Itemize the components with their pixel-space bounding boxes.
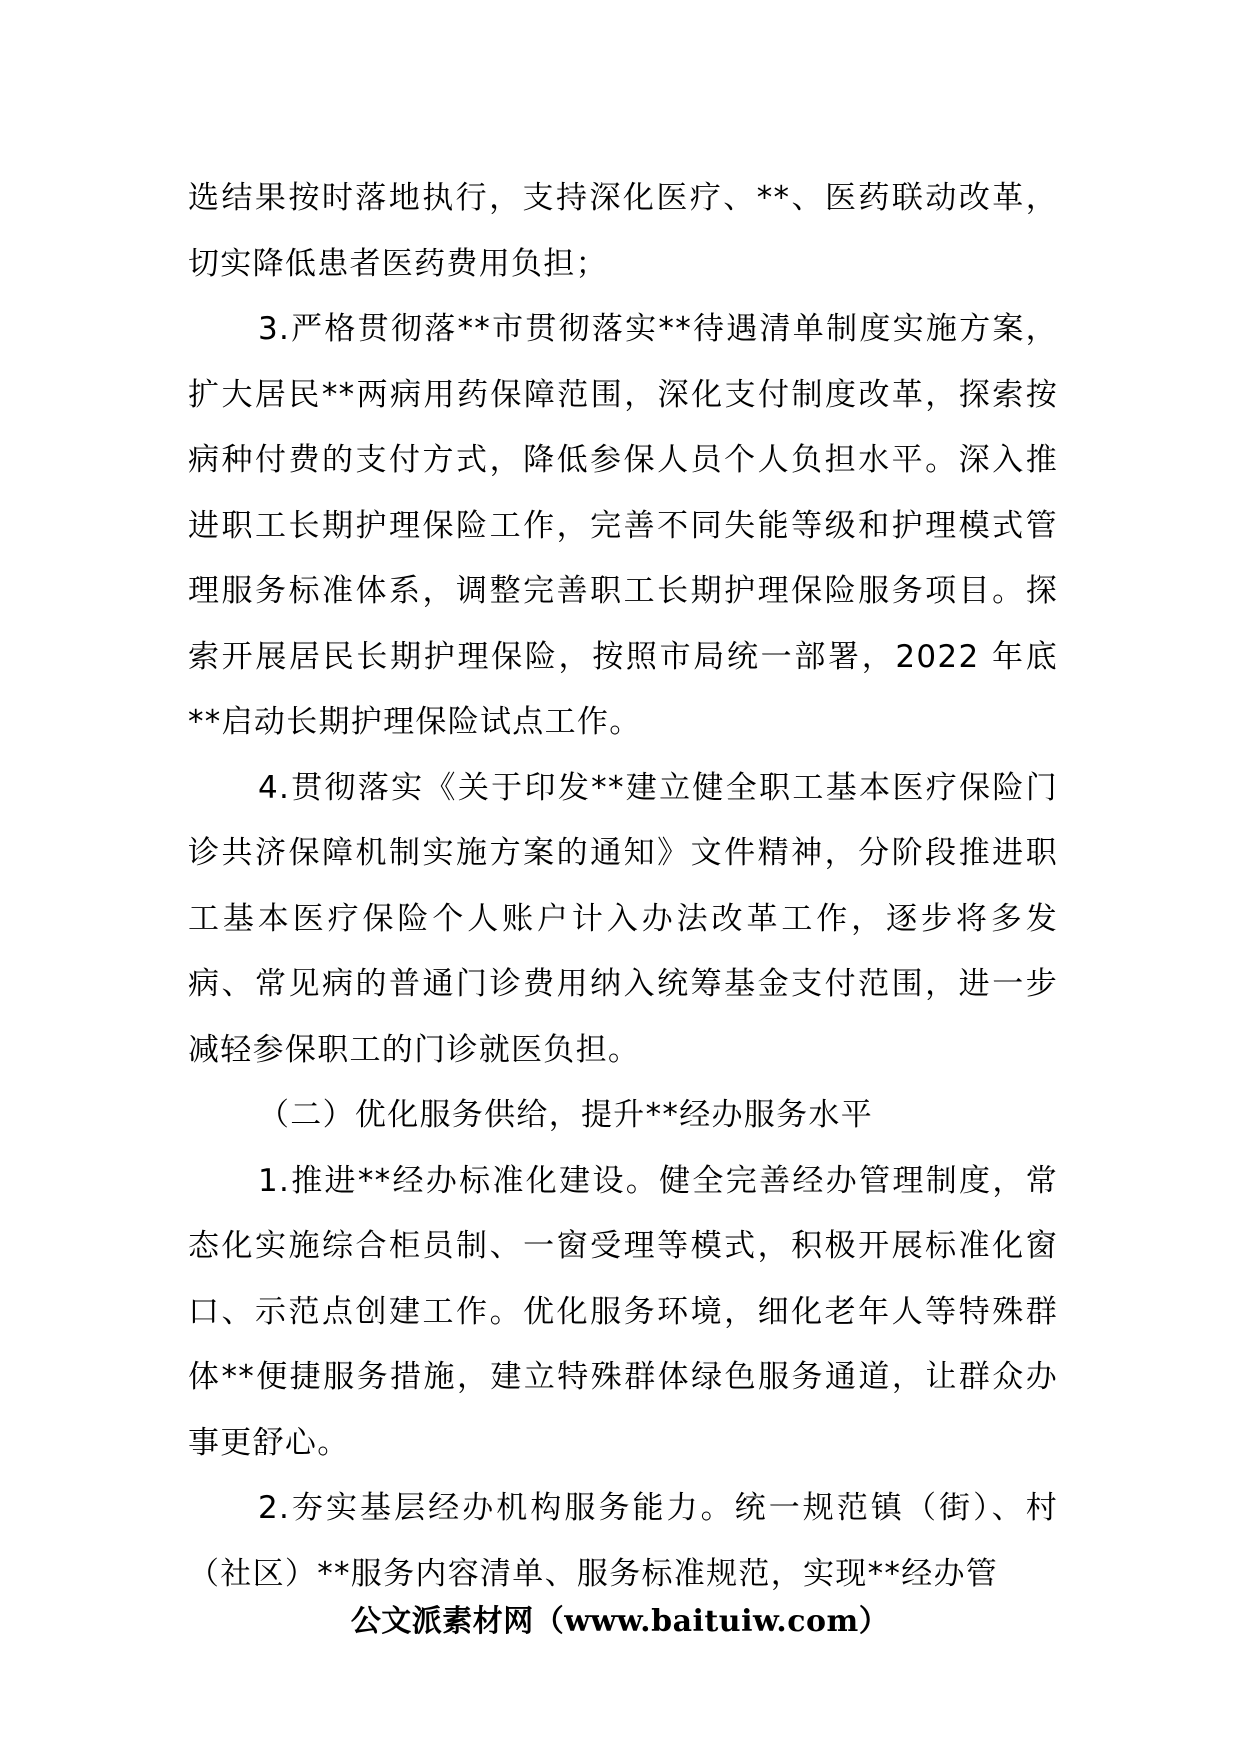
text-line: 诊共济保障机制实施方案的通知》文件精神，分阶段推进 [188,835,1026,871]
text-line: 4.贯彻落实《关于印发**建立健全职工基本医疗保险门 [258,769,1058,806]
paragraph-item-4 [188,756,1058,1084]
text-line: 入推进职工长期护理保险工作，完善不同失能等级和护理 [188,442,1058,544]
text-line: 项目。探索开展居民长期护理保险，按照市局统一部 [188,573,1058,675]
section-heading [188,1083,1058,1149]
text-line: （社区）**服务内容清单、服务标准规范，实现**经办管 [188,1555,999,1592]
text-line: 扩大居民**两病用药保障范围，深化支付制度改革，探索 [188,376,1026,413]
text-line: 群众办事更舒心。 [188,1359,1058,1461]
text-line: 按病种付费的支付方式，降低参保人员个人负担水平。深 [188,376,1058,478]
text-line: 殊群体**便捷服务措施，建立特殊群体绿色服务通道，让 [188,1293,1058,1395]
text-line: 职工基本医疗保险个人账户计入办法改革工作，逐步将多 [188,835,1058,937]
text-line: 一步减轻参保职工的门诊就医负担。 [188,966,1058,1068]
text-line: 窗口、示范点创建工作。优化服务环境，细化老年人等特 [188,1228,1058,1330]
paragraph-continuation [188,166,1058,297]
text-line: 署，2022 年底**启动长期护理保险试点工作。 [188,638,1058,740]
paragraph-item-1 [188,1149,1058,1477]
text-line: 革，切实降低患者医药费用负担； [188,180,1058,282]
footer-watermark: 公文派素材网（www.baituiw.com） [350,1604,890,1639]
paragraph-item-2 [188,1476,1058,1607]
text-line: 选结果按时落地执行，支持深化医疗、**、医药联动改 [188,180,993,216]
document-body [188,166,1058,1607]
text-line: （二）优化服务供给，提升**经办服务水平 [258,1097,873,1133]
text-line: 1.推进**经办标准化建设。健全完善经办管理制度，常 [258,1162,1058,1199]
text-line: 2.夯实基层经办机构服务能力。统一规范镇（街）、村 [258,1490,1058,1526]
text-line: 发病、常见病的普通门诊费用纳入统筹基金支付范围，进 [188,900,1058,1002]
text-line: 态化实施综合柜员制、一窗受理等模式，积极开展标准化 [188,1228,1026,1264]
paragraph-item-3 [188,297,1058,756]
text-line: 模式管理服务标准体系，调整完善职工长期护理保险服务 [188,507,1058,609]
text-line: 3.严格贯彻落**市贯彻落实**待遇清单制度实施方案， [258,311,1058,347]
